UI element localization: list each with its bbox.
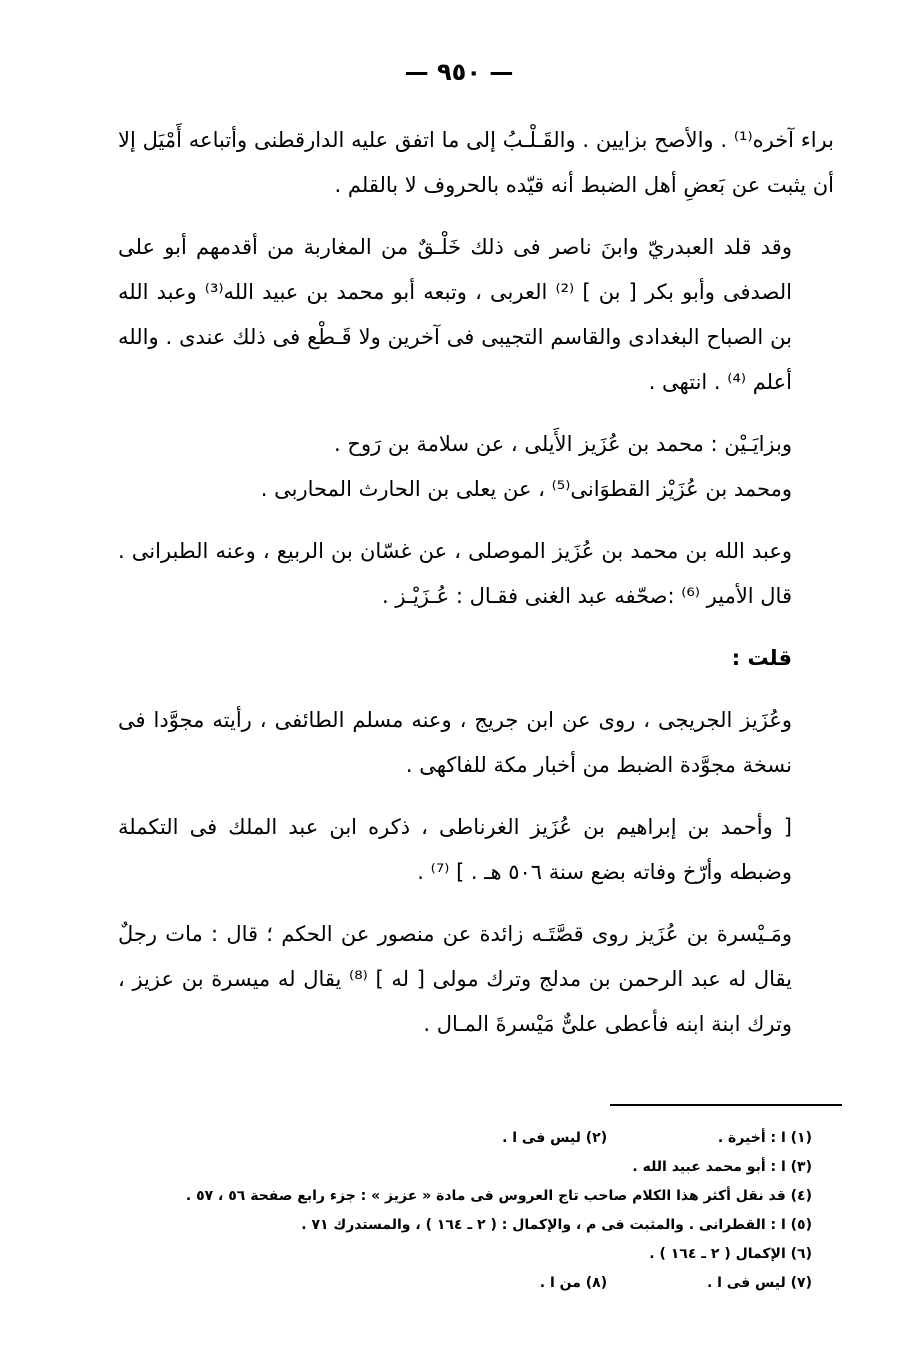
footnote-row <box>92 1124 812 1153</box>
footnote-divider <box>610 1104 842 1106</box>
footnote: (٧) ليس فى ا . <box>706 1275 812 1291</box>
paragraph: وقد قلد العبدريّ وابنَ ناصر فى ذلك خَلْـقٌ من المغاربة من أقدمهم أبو على الصدفى وأبو بكر [ بن ] ⁽²⁾ العربى ، وتبعه أبو محمد بن عبيد الله⁽³⁾ وعبد الله بن الصباح البغدادى والقاسم التجيبى فى آخرين ولا قَـطْع فى ذلك عندى . والله أعلم ⁽⁴⁾ . انتهى . <box>118 235 792 394</box>
narrator-entry: ومحمد بن عُزَيْز القطوَانى⁽⁵⁾ ، عن يعلى بن الحارث المحاربى . <box>260 477 792 501</box>
footnote-row <box>92 1269 812 1298</box>
page-number: — ٩٥٠ — <box>404 58 514 86</box>
paragraph: وعبد الله بن محمد بن عُزَيز الموصلى ، عن غسّان بن الربيع ، وعنه الطبرانى . قال الأمير ⁽⁶⁾ :صحّفه عبد الغنى فقـال : عُـزَيْـز . <box>118 539 792 608</box>
footnote: (٣) ا : أبو محمد عبيد الله . <box>632 1159 812 1175</box>
footnotes <box>92 1124 812 1298</box>
paragraph: [ وأحمد بن إبراهيم بن عُزَيز الغرناطى ، ذكره ابن عبد الملك فى التكملة وضبطه وأرّخ وفاته بضع سنة ٥٠٦ هـ . ] ⁽⁷⁾ . <box>118 815 792 884</box>
narrator-entry: وبزايَـيْن : محمد بن عُزَيز الأَيلى ، عن سلامة بن رَوح . <box>334 432 792 456</box>
footnote: (٢) ليس فى ا . <box>502 1130 608 1146</box>
paragraph: ومَـيْسرة بن عُزَيز روى قصَّتَـه زائدة عن منصور عن الحكم ؛ قال : مات رجلٌ يقال له عبد الرحمن بن مدلج وترك مولى [ له ] ⁽⁸⁾ يقال له ميسرة بن عزيز ، وترك ابنة ابنه فأعطى علىٌّ مَيْسرةَ المـال . <box>118 922 792 1036</box>
footnote: (٦) الإكمال ( ٢ ـ ١٦٤ ) . <box>649 1246 812 1262</box>
section-label: قلت : <box>731 646 792 670</box>
main-text <box>118 118 834 1047</box>
paragraph: وعُزَيز الجريجى ، روى عن ابن جريج ، وعنه مسلم الطائفى ، رأيته مجوَّدا فى نسخة مجوَّدة الضبط من أخبار مكة للفاكهى . <box>118 708 792 777</box>
footnote: (٤) قد نقل أكثر هذا الكلام صاحب تاج العروس فى مادة « عزيز » : جزء رابع صفحة ٥٦ ، ٥٧ . <box>185 1188 812 1204</box>
footnote: (١) ا : أخيرة . <box>717 1130 812 1146</box>
footnote: (٥) ا : القطرانى . والمثبت فى م ، والإكمال : ( ٢ ـ ١٦٤ ) ، والمستدرك ٧١ . <box>301 1217 812 1233</box>
footnote: (٨) من ا . <box>539 1275 608 1291</box>
paragraph: براء آخره⁽¹⁾ . والأصح بزايين . والقَـلْـبُ إلى ما اتفق عليه الدارقطنى وأتباعه أَمْيَل إلا أن يثبت عن بَعضِ أهل الضبط أنه قيّده بالحروف لا بالقلم . <box>118 128 834 197</box>
